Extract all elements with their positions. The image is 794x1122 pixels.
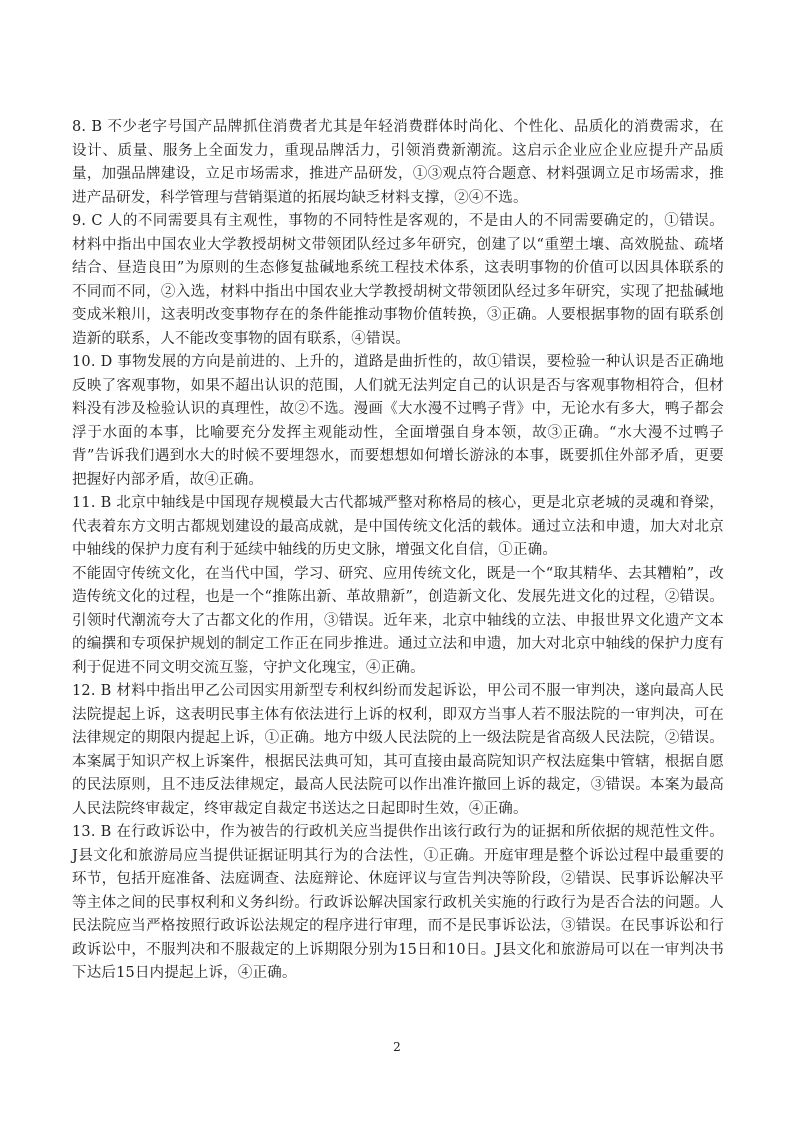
page-number: 2 (393, 1040, 401, 1054)
answer-explanations (72, 116, 724, 986)
explanation-q11: 11. B 北京中轴线是中国现存规模最大古代都城严整对称格局的核心，更是北京老城的灵魂和脊梁，代表着东方文明古都规划建设的最高成就，是中国传统文化活的载体。通过立法和申遗，加大对北京中轴线的保护力度有利于延续中轴线的历史文脉，增强文化自信，①正确。 (72, 495, 724, 558)
explanation-q8: 8. B 不少老字号国产品牌抓住消费者尤其是年轻消费群体时尚化、个性化、品质化的消费需求，在设计、质量、服务上全面发力，重现品牌活力，引领消费新潮流。这启示企业应企业应提升产品质量，加强品牌建设，立足市场需求，推进产品研发，①③观点符合题意、材料强调立足市场需求，推进产品研发，科学管理与营销渠道的拓展均缺乏材料支撑，②④不选。 (72, 119, 724, 206)
explanation-q12: 12. B 材料中指出甲乙公司因实用新型专利权纠纷而发起诉讼，甲公司不服一审判决，遂向最高人民法院提起上诉，这表明民事主体有依法进行上诉的权利，即双方当事人若不服法院的一审判决，可在法律规定的期限内提起上诉，①正确。地方中级人民法院的上一级法院是省高级人民法院，②错误。本案属于知识产权上诉案件，根据民法典可知，其可直接由最高院知识产权法庭集中管辖，根据自愿的民法原则，且不违反法律规定，最高人民法院可以作出准许撤回上诉的裁定，③错误。本案为最高人民法院终审裁定，终审裁定自裁定书送达之日起即时生效，④正确。 (72, 683, 724, 817)
explanation-q10: 10. D 事物发展的方向是前进的、上升的，道路是曲折性的，故①错误，要检验一种认识是否正确地反映了客观事物，如果不超出认识的范围，人们就无法判定自己的认识是否与客观事物相符合，但材料没有涉及检验认识的真理性，故②不选。漫画《大水漫不过鸭子背》中，无论水有多大，鸭子都会浮于水面的本事，比喻要充分发挥主观能动性，全面增强自身本领，故③正确。“水大漫不过鸭子背”告诉我们遇到水大的时候不要埋怨水，而要想想如何增长游泳的本事，既要抓住外部矛盾，更要把握好内部矛盾，故④正确。 (72, 354, 724, 488)
explanation-q11-continued: 不能固守传统文化，在当代中国，学习、研究、应用传统文化，既是一个“取其精华、去其糟粕”，改造传统文化的过程，也是一个“推陈出新、革故鼎新”，创造新文化、发展先进文化的过程，②错误。引领时代潮流夸大了古都文化的作用，③错误。近年来，北京中轴线的立法、申报世界文化遗产文本的编撰和专项保护规划的制定工作正在同步推进。通过立法和申遗，加大对北京中轴线的保护力度有利于促进不同文明交流互鉴，守护文化瑰宝，④正确。 (72, 565, 724, 676)
explanation-q13: 13. B 在行政诉讼中，作为被告的行政机关应当提供作出该行政行为的证据和所依据的规范性文件。J县文化和旅游局应当提供证据证明其行为的合法性，①正确。开庭审理是整个诉讼过程中最重要的环节，包括开庭准备、法庭调查、法庭辩论、休庭评议与宣告判决等阶段，②错误、民事诉讼解决平等主体之间的民事权利和义务纠纷。行政诉讼解决国家行政机关实施的行政行为是否合法的问题。人民法院应当严格按照行政诉讼法规定的程序进行审理，而不是民事诉讼法，③错误。在民事诉讼和行政诉讼中，不服判决和不服裁定的上诉期限分别为15日和10日。J县文化和旅游局可以在一审判决书下达后15日内提起上诉，④正确。 (72, 824, 724, 981)
explanation-q9: 9. C 人的不同需要具有主观性，事物的不同特性是客观的，不是由人的不同需要确定的，①错误。材料中指出中国农业大学教授胡树文带领团队经过多年研究，创建了以“重塑土壤、高效脱盐、疏堵结合、昼造良田”为原则的生态修复盐碱地系统工程技术体系，这表明事物的价值可以因具体联系的不同而不同，②入选，材料中指出中国农业大学教授胡树文带领团队经过多年研究，实现了把盐碱地变成米粮川，这表明改变事物存在的条件能推动事物价值转换，③正确。人要根据事物的固有联系创造新的联系，人不能改变事物的固有联系，④错误。 (72, 213, 724, 347)
